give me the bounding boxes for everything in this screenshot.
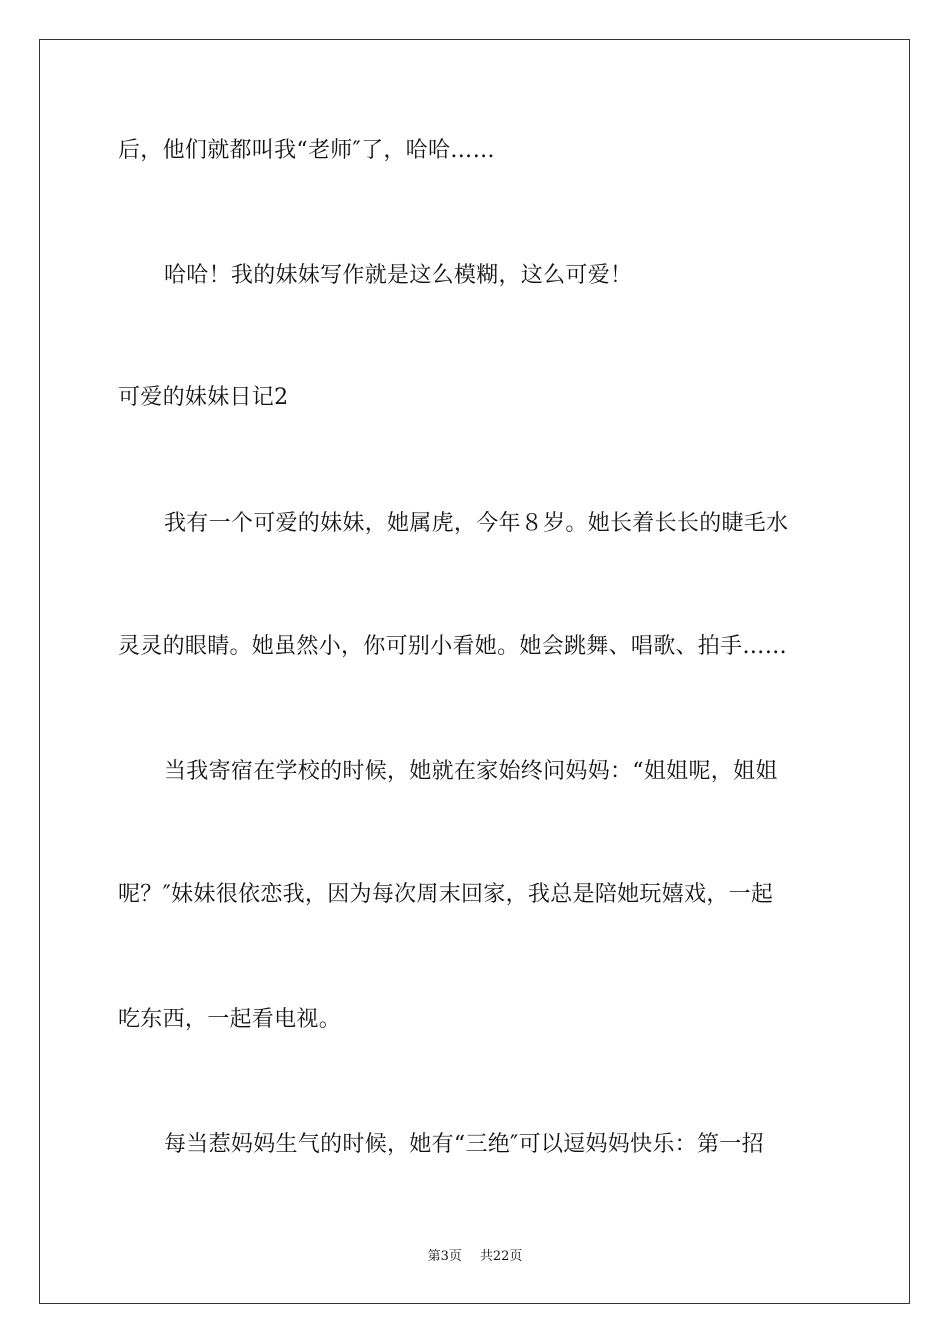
total-pages: 共22页 [479,1249,523,1264]
text-line-7: 呢？″妹妹很依恋我，因为每次周末回家，我总是陪她玩嬉戏，一起 [118,882,774,907]
text-line-6: 当我寄宿在学校的时候，她就在家始终问妈妈：“姐姐呢，姐姐 [164,759,778,784]
page-border [39,39,910,1304]
section-heading: 可爱的妹妹日记2 [118,385,289,410]
current-page-number: 第3页 [427,1249,462,1264]
text-line-2: 哈哈！我的妹妹写作就是这么模糊，这么可爱！ [164,263,633,288]
text-line-8: 吃东西，一起看电视。 [118,1007,342,1032]
text-line-4: 我有一个可爱的妹妹，她属虎，今年８岁。她长着长长的睫毛水 [164,511,789,536]
text-line-1: 后，他们就都叫我“老师″了，哈哈…… [118,138,495,163]
page-footer [0,1248,950,1266]
text-line-9: 每当惹妈妈生气的时候，她有“三绝″可以逗妈妈快乐：第一招 [164,1132,764,1157]
text-line-5: 灵灵的眼睛。她虽然小，你可别小看她。她会跳舞、唱歌、拍手…… [118,634,788,659]
